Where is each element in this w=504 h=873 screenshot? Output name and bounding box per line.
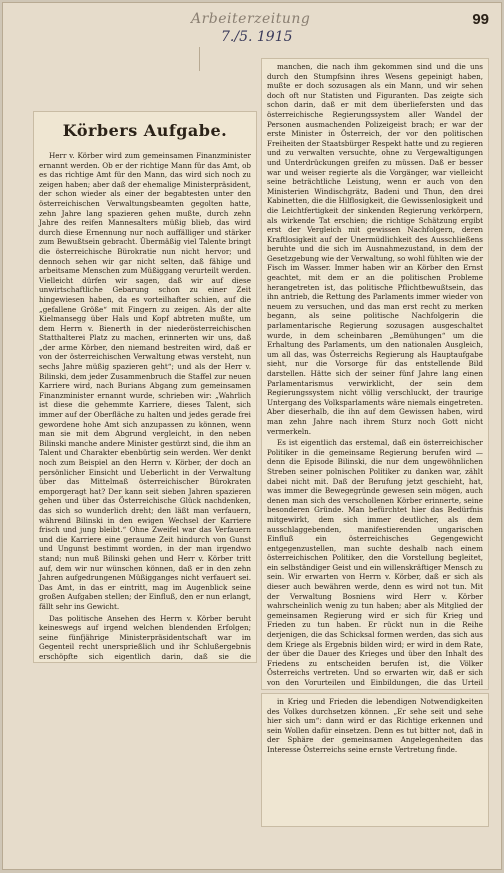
- newspaper-clipping-page: [2, 2, 502, 870]
- article-column-bottom: [261, 693, 489, 827]
- article-paragraph: manchen, die nach ihm gekommen sind und die uns durch den Stumpfsinn ihres Wesens gepeinigt haben, mußte er doch sozusagen als ein Mann, und wir sehen doch oft nur Statisten und Figuranten. Das zeigte sich schon darin, daß er mit dem überliefersten und das österreichische Regierungssystem aller Wandel der Personen ausmachenden Polizeigeist brach; er war der erste Minister in Österreich, der vor den politischen Freiheiten der Staatsbürger Respekt hatte und zu regieren und zu verwalten versuchte, ohne zu Vergewaltigungen und Unterdrückungen greifen zu müssen. Daß er besser war und weiser regierte als die Vorgänger, war vielleicht seine beträchtliche Leistung, wenn er auch von den Ministerien Windischgrätz, Badeni und Thun, den drei Kabinetten, die die Hilflosigkeit, die Gewissenlosigkeit und die Leichtfertigkeit der sinkenden Regierung verkörpern, als wirkende Tat erschien; die richtige Schätzung ergibt erst der Vergleich mit gewissen Nachfolgern, deren Kraftlosigkeit auf der Unermüdlichkeit des Ausschließens beruhte und die sich im Ausnahmezustand, in dem der Gesetzgebung wie der Verwaltung, so wohl fühlten wie der Fisch im Wasser. Immer haben wir an Körber den Ernst geachtet, mit dem er an die politischen Probleme herangetreten ist, das politische Pflichtbewußtsein, das ihn antrieb, die Rettung des Parlaments immer wieder von neuem zu versuchen, und das man erst recht zu merken begann, als seine politische Nachfolgerin die parlamentarische Regierung sozusagen ausgeschaltet wurde, in dem scheinbaren „Bemühungen“ um die Erhaltung des Parlaments, um den nationalen Ausgleich, um all das, was Österreichs Regierung als Hauptaufgabe sieht, nur die Vorsorge für das entstellende Bild darstellen. Hätte sich der seiner fünf Jahre lang einen Parlamentarismus verwirklicht, der sein dem Regierungssystem nicht völlig verschluckt, der traurige Untergang des Volksparlaments wäre niemals eingetreten. Aber dieserhalb, die ihn auf dem Gewissen haben, wird man zehn Jahre nach ihrem Sturz noch Gott nicht vermerkeln.: [267, 62, 483, 436]
- article-paragraph: in Krieg und Frieden die lebendigen Notwendigkeiten des Volkes durchsetzen können. „Er sehe seit und sehe hier sich um“: dann wird er das Richtige erkennen und sein Wollen dafür einsetzen. Denn es tut bitter not, daß in der Sphäre der gemeinsamen Angelegenheiten das Interesse Österreichs seine ernste Vertretung finde.: [267, 697, 483, 754]
- article-paragraph: Herr v. Körber wird zum gemeinsamen Finanzminister ernannt werden. Ob er der richtige Mann für das Amt, ob es das richtige Amt für den Mann, das wird sich noch zu zeigen haben; aber daß der ehemalige Ministerpräsident, der schon wieder als einer der begabtesten unter den österreichischen Verwaltungsbeamten gegolten hatte, zehn Jahre lang spazieren gehen mußte, durch zehn Jahre des reifen Mannesalters müßig blieb, das wird durch diese Ernennung nur noch auffälliger und stärker zum Bewußtsein gebracht. Übermäßig viel Talente bringt die österreichische Bürokratie nun nicht hervor; und dennoch sehen wir gar nicht selten, daß fähige und arbeitsame Menschen zum Müßiggang verurteilt werden. Vielleicht dürfen wir sagen, daß wir auf diese unwirtschaftliche Gebarung schon zu einer Zeit hingewiesen haben, da es vorteilhafter schien, auf die „gefallene Größe“ mit Fingern zu zeigen. Als der alte Kielmansegg über Hals und Kopf abtreten mußte, um dem Herrn v. Bienerth in der niederösterreichischen Statthalterei Platz zu machen, erinnerten wir uns, daß „der arme Körber, den niemand bestreiten wird, daß er von der österreichischen Verwaltung etwas versteht, nun sechs Jahre müßig spazieren geht“; und als der Herr v. Bilinski, dem jeder Zusammenbruch die Staffel zur neuen Karriere wird, nach Burians Abgang zum gemeinsamen Finanzminister ernannt wurde, schrieben wir: „Wahrlich ist diese die gehemmte Karriere, dieses Talent, sich immer auf der Oberfläche zu halten und jedes gerade frei gewordene hohe Amt sich anzupassen zu können, wenn man sie mit dem Abgrund vergleicht, in den neben Bilinski manche andere Minister gestürzt sind, die ihm an Talent und Charakter ebenbürtig sein werden. Wer denkt noch zum Beispiel an den Herrn v. Körber, der doch an persönlicher Einsicht und Ueberlicht in der Verwaltung über das Mittelmaß österreichischer Bürokraten emporgeragt hat? Der kann seit sieben Jahren spazieren gehen und über das Österreichische Glück nachdenken, das sich so wunderlich dreht; den läßt man verfauern, während Bilinski in den ewigen Wechsel der Karriere frisch und jung bleibt.“ Ohne Zweifel war das Verfauern und die Karriere eine geraume Zeit hindurch von Gunst und Ungunst bestimmt worden, in der man irgendwo stand; nun muß Bilinski gehen und Herr v. Körber tritt auf, dem wir nur wünschen können, daß er in den zehn Jahren aufgedrungenen Müßigganges nicht verfauert sei. Das Amt, in das er eintritt, mag im Augenblick seine großen Aufgaben stellen; der Einfluß, den er nun erlangt, fällt sehr ins Gewicht.: [39, 151, 251, 611]
- page-number: 99: [472, 11, 489, 28]
- article-column-left: [33, 111, 257, 663]
- handwritten-date: 7./5. 1915: [221, 29, 293, 45]
- page-header: [3, 11, 501, 31]
- article-title: Körbers Aufgabe.: [62, 121, 228, 140]
- newspaper-name: Arbeiterzeitung: [191, 11, 311, 27]
- article-paragraph: Es ist eigentlich das erstemal, daß ein österreichischer Politiker in die gemeinsame Regierung berufen wird — denn die Episode Bilinski, die nur dem ungewöhnlichen Streben seiner polnischen Politiker zu danken war, zählt dabei nicht mit. Daß der Berufung jetzt geschieht, hat, was immer die Bewegegründe gewesen sein mögen, auch denen man sich des verschollenen Körber erinnerte, seine besonderen Gründe. Man befürchtet hier das Bedürfnis mitgewirkt, dem sich immer deutlicher, als dem ausschlaggebenden, manifestierenden ungarischen Einfluß ein österreichisches Gegengewicht entgegenzustellen, man suchte deshalb nach einem österreichischen Politiker, den die Vorstellung begleitet, ein selbständiger Geist und ein willenskräftiger Mensch zu sein. Wir erwarten von Herrn v. Körber, daß er sich als dieser auch bewähren werde, denn es wird not tun. Mit der Verwaltung Bosniens wird Herr v. Körber wahrscheinlich wenig zu tun haben; aber als Mitglied der gemeinsamen Regierung wird er sich für Krieg und Frieden zu tun haben. Er rückt nun in die Reihe derjenigen, die das Schicksal formen werden, das sich aus dem Kriege als Ergebnis bilden wird; er wird in dem Rate, der über die Dauer des Krieges und über den Inhalt des Friedens zu entscheiden berufen ist, die Völker Österreichs vertreten. Und so erwarten wir, daß er sich von den Vorurteilen und Einbildungen, die das Urteil: [267, 438, 483, 687]
- article-paragraph: Das politische Ansehen des Herrn v. Körber beruht keineswegs auf irgend welchen blendenden Erfolgen; seine fünfjährige Ministerpräsidentschaft war im Gegenteil recht unersprießlich und ihr Schlußergebnis erschöpfte sich eigentlich darin, daß sie die: [39, 613, 251, 661]
- clipping-edge: [199, 47, 260, 71]
- article-column-right: [261, 58, 489, 690]
